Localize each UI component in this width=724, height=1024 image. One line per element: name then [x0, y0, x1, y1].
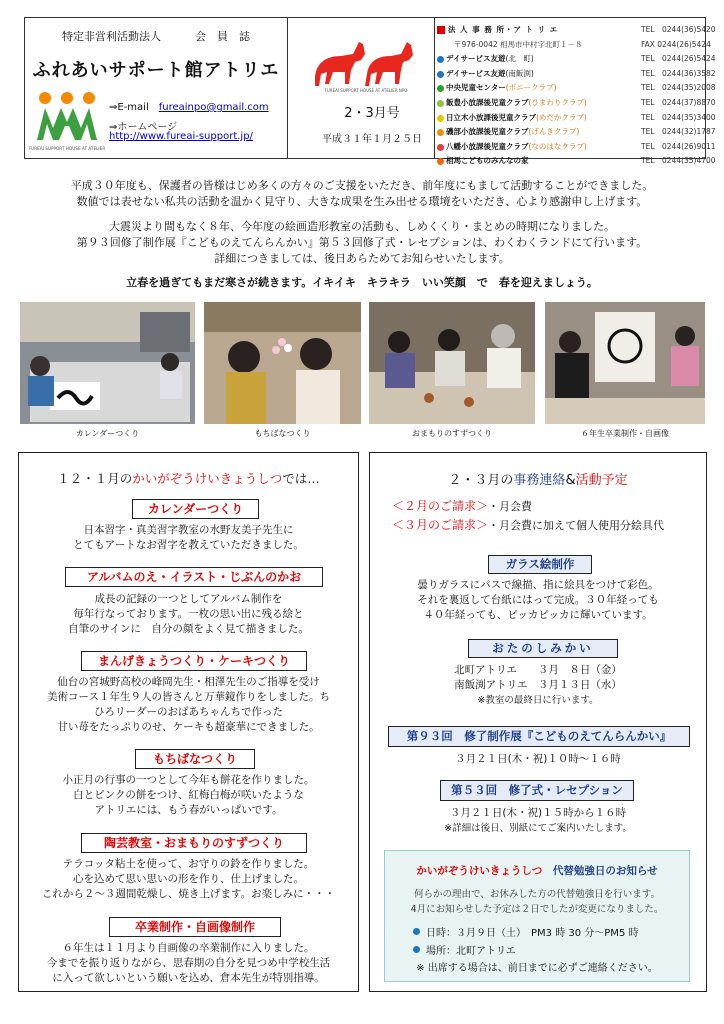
- photo-caption: カレンダーつくり: [75, 429, 140, 438]
- glass-text: 曇りガラスにパスで線描、指に絵具をつけて彩色。: [417, 579, 659, 591]
- homepage-line: [109, 131, 253, 142]
- org-line: 特定非営利活動法人 会 員 誌: [62, 30, 250, 43]
- section-title: まんげきょうつくり・ケーキつくり: [81, 651, 307, 671]
- notice-title: かいがぞうけいきょうしつ 代替勉強日のお知らせ: [416, 865, 658, 877]
- party-text: 南飯渕アトリエ ３月１３日（水）: [454, 679, 622, 691]
- photo-mochibana: [204, 302, 361, 424]
- billing-mar: ＜３月のご請求＞・月会費に加えて個人使用分絵具代: [392, 518, 665, 532]
- notice-text: 4月にお知らせした予定は２日でしたが変更になりました。: [410, 904, 664, 915]
- section-text: 小正月の行事の一つとして今年も餅花を作りました。: [62, 774, 315, 786]
- glass-text: それを裏返して台紙にはって完成。３０年経っても: [417, 594, 659, 606]
- section-text: 美術コース１年生９人の皆さんと万華鏡作りをしました。ち: [47, 691, 330, 703]
- ceremony-time: ３月２１日(木・祝)１５時から１６時: [449, 807, 627, 819]
- section-title: 卒業制作・自画像制作: [109, 917, 281, 937]
- ceremony-note: ※詳細は後日、別紙にてご案内いたします。: [444, 823, 632, 834]
- email-link[interactable]: fureainpo@gmail.com: [158, 102, 269, 113]
- exhibit-time: ３月２１日(木・祝)１０時～１６時: [455, 753, 621, 765]
- masthead: [24, 17, 716, 166]
- section-text: ひろリーダーのおばあちゃんちで作った: [94, 706, 283, 718]
- section-text: アトリエには、もう春がいっぱいです。: [94, 804, 283, 816]
- section-text: 毎年行なっております。一枚の思い出に残る絵と: [73, 608, 304, 620]
- mm-logo: [28, 88, 106, 154]
- photo-calendar: [20, 302, 195, 424]
- substitute-notice: [384, 850, 690, 982]
- section-title: 陶芸教室・おまもりのすずつくり: [81, 833, 307, 853]
- directory-row: 中央児童センター(ポニークラブ) TEL 0244(35)2008: [434, 81, 707, 96]
- section-text: テラコッタ粘土を使って、お守りの鈴を作りました。: [62, 858, 315, 870]
- directory-row: デイサービス友遊(南飯渕) TEL 0244(36)3582: [434, 67, 707, 82]
- intro-line: 立春を過ぎてもまだ寒さが続きます。イキイキ キラキラ いい笑顔 で 春を迎えましょう。: [126, 276, 598, 289]
- section-title: カレンダーつくり: [132, 499, 259, 519]
- section-title: アルバムのえ・イラスト・じぶんのかお: [65, 567, 323, 587]
- directory-row: デイサービス友遊(北 町) TEL 0244(26)5424: [434, 52, 707, 67]
- section-text: 仙台の宮城野高校の峰岡先生・相澤先生のご指導を受け: [57, 676, 320, 688]
- section-text: 成長の記録の一つとしてアルバム制作を: [94, 593, 283, 605]
- photo-caption: おまもりのすずつくり: [411, 429, 493, 438]
- billing-feb: ＜２月のご請求＞・月会費: [392, 499, 533, 513]
- section-title: もちばなつくり: [135, 749, 255, 769]
- intro-line: 第９３回修了制作展『こどものえてんらんかい』第５３回修了式・レセプションは、わくわくランドにて行います。: [76, 236, 648, 249]
- directory-row: 磯部小放課後児童クラブ(げんきクラブ) TEL 0244(32)1787: [434, 125, 707, 140]
- section-text: に入って欲しいという願いを込め、倉本先生が特別指導。: [52, 972, 325, 984]
- directory-row: 相馬こどものみんなの家 TEL 0244(35)4700: [434, 154, 707, 169]
- directory-row: 八幡小放課後児童クラブ(なのはなクラブ) TEL 0244(26)9011: [434, 140, 707, 155]
- schedule-box: [369, 452, 707, 992]
- notice-date: 日時：３月９日（土） PM3 時 30 分～PM5 時: [413, 924, 638, 939]
- party-note: ※教室の最終日に行います。: [477, 695, 599, 706]
- intro-line: 詳細につきましては、後日あらためてお知らせいたします。: [214, 252, 510, 265]
- horses-logo: [307, 34, 425, 94]
- classroom-report: [18, 452, 359, 992]
- section-text: 自筆のサインに 自分の顔をよく見て描きました。: [68, 623, 309, 635]
- intro-line: 平成３０年度も、保護者の皆様はじめ多くの方々のご支援をいただき、前年度にもまして活動することができました。: [70, 179, 654, 192]
- party-text: 北町アトリエ ３月 ８日（金）: [454, 664, 622, 676]
- intro-line: 数値では表せない私共の活動を温かく見守り、大きな成果を生み出せる環境をいただき、心より感謝申し上げます。: [76, 195, 648, 208]
- svg-text:FUREAI SUPPORT HOUSE AT ATELIE: FUREAI SUPPORT HOUSE AT ATELIER NPO: [324, 88, 408, 93]
- directory-row: 〒976-0042 相馬市中村字北町１－８ FAX 0244(26)5424: [454, 39, 711, 49]
- issue-label: 2・3月号: [344, 106, 400, 121]
- section-text: 今までを振り返りながら、思春期の自分を見つめ中学校生活: [46, 957, 331, 969]
- notice-place: 場所：北町アトリエ: [413, 942, 516, 957]
- directory: [434, 23, 716, 169]
- email-line: ⇒E-mail fureainpo@gmail.com: [109, 102, 269, 113]
- svg-text:FUREAI SUPPORT HOUSE AT ATELIE: FUREAI SUPPORT HOUSE AT ATELIER: [28, 146, 106, 151]
- photo-caption: ６年生卒業制作・自画像: [581, 429, 669, 438]
- directory-row: 日立木小放課後児童クラブ(めだかクラブ) TEL 0244(35)3400: [434, 111, 707, 126]
- section-text: とてもアートなお習字を教えていただきました。: [73, 539, 304, 551]
- section-text: 日本習字・真美習字教室の水野友美子先生に: [83, 524, 294, 536]
- right-heading: ２・３月の事務連絡&活動予定: [448, 473, 628, 488]
- section-text: これから２～３週間乾燥し、焼き上げます。お楽しみに・・・: [41, 888, 336, 900]
- photo-selfportrait: [545, 302, 705, 424]
- issue-date: 平成３１年１月２５日: [322, 134, 422, 145]
- glass-text: ４０年経っても、ピッカピッカに輝いています。: [423, 609, 653, 621]
- section-text: 甘い苺をたっぷりのせ、ケーキも超豪華にできました。: [57, 721, 320, 733]
- homepage-label: ⇒ホームページ: [109, 122, 178, 133]
- newsletter-title: ふれあいサポート館アトリエ: [32, 60, 280, 81]
- glass-title: ガラス絵制作: [488, 555, 592, 574]
- homepage-link[interactable]: http://www.fureai-support.jp/: [109, 131, 253, 142]
- exhibit-title: 第９３回 修了制作展『こどものえてんらんかい』: [388, 726, 690, 747]
- ceremony-title: 第５３回 修了式・レセプション: [440, 780, 634, 801]
- directory-row: 法 人 事 務 所・ア ト リ エ TEL 0244(36)5420: [434, 23, 707, 38]
- photo-caption: もちばなつくり: [254, 429, 311, 438]
- notice-note: ※ 出席する場合は、前日までに必ずご連絡ください。: [416, 963, 658, 974]
- section-text: 白とピンクの餅をつけ、紅梅白梅が咲いたような: [73, 789, 304, 801]
- section-text: 心を込めて思い思いの形を作り、仕上げました。: [73, 873, 304, 885]
- notice-text: 何らかの理由で、お休みした方の代替勉強日を行います。: [413, 889, 661, 900]
- party-title: おたのしみかい: [468, 639, 618, 658]
- left-heading: １２・１月のかいがぞうけいきょうしつでは…: [57, 471, 320, 486]
- photo-omamori: [369, 302, 535, 424]
- section-text: ６年生は１１月より自画像の卒業制作に入りました。: [62, 942, 315, 954]
- directory-row: 飯豊小放課後児童クラブ(ひまわりクラブ) TEL 0244(37)8870: [434, 96, 707, 111]
- intro-line: 大震災より間もなく８年、今年度の絵画造形教室の活動も、しめくくり・まとめの時期になりました。: [109, 220, 615, 233]
